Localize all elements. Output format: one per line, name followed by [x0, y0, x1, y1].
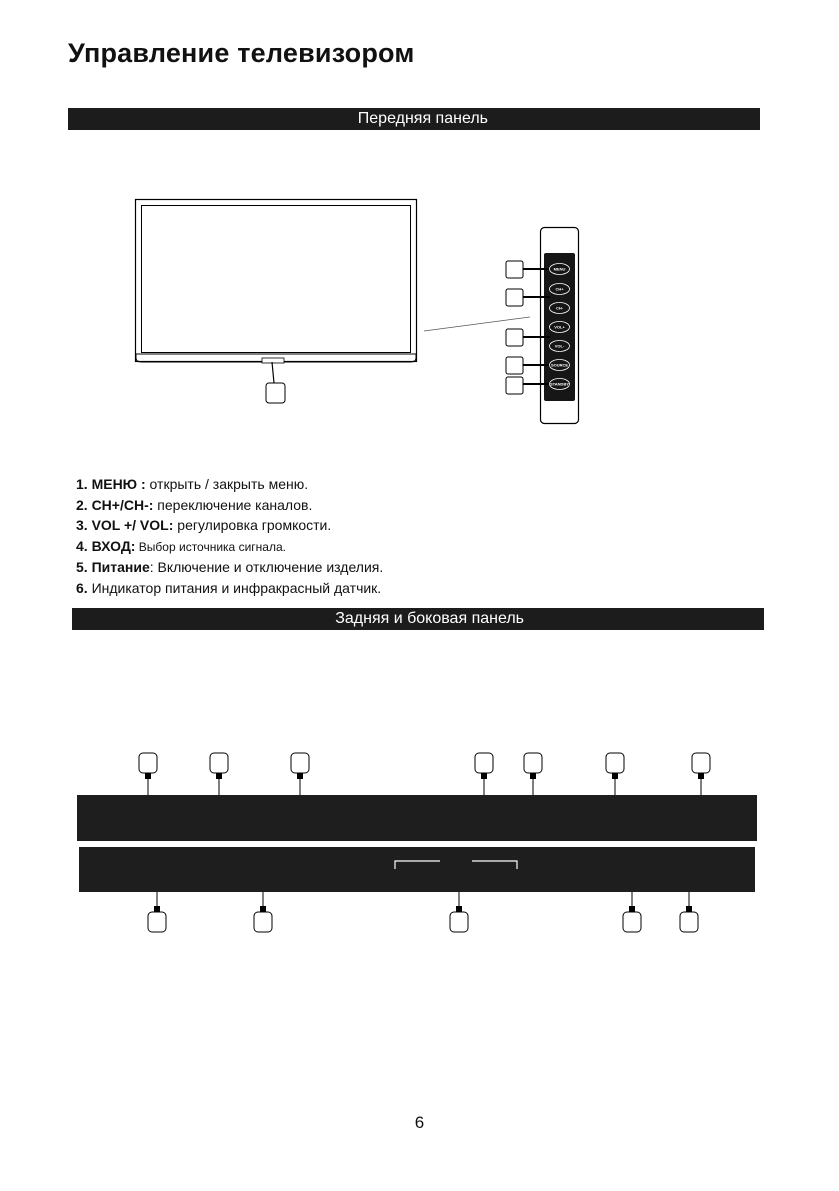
callout-box	[148, 912, 166, 932]
side-button-label: STANDBY	[549, 381, 570, 387]
back-callout-bottom	[450, 892, 468, 932]
list-item: 1. МЕНЮ : открыть / закрыть меню.	[76, 476, 309, 492]
callout-box	[210, 753, 228, 773]
page-title: Управление телевизором	[68, 38, 415, 68]
back-callout-top	[139, 753, 157, 795]
callout-connector	[216, 773, 222, 779]
back-panel-bottom-strip	[79, 847, 755, 892]
back-callout-top	[692, 753, 710, 795]
back-callout-top	[475, 753, 493, 795]
callout-connector	[629, 906, 635, 912]
back-panel-top-strip	[77, 795, 757, 841]
callout-box	[139, 753, 157, 773]
list-item: 4. ВХОД: Выбор источника сигнала.	[76, 537, 286, 554]
list-item: 5. Питание: Включение и отключение изделия.	[76, 559, 384, 575]
callout-box	[692, 753, 710, 773]
callout-connector	[260, 906, 266, 912]
side-button-label: VOL+	[554, 324, 565, 330]
section-header-back-panel-label: Задняя и боковая панель	[335, 610, 524, 627]
side-button-label: CH+	[555, 286, 564, 292]
callout-connector	[612, 773, 618, 779]
back-callout-bottom	[623, 892, 641, 932]
section-header-front-panel-label: Передняя панель	[357, 110, 488, 127]
callout-box	[475, 753, 493, 773]
back-callout-bottom	[148, 892, 166, 932]
callout-box	[450, 912, 468, 932]
callout-connector	[686, 906, 692, 912]
callout-box	[606, 753, 624, 773]
callout-connector	[530, 773, 536, 779]
back-callout-bottom	[680, 892, 698, 932]
back-callout-top	[291, 753, 309, 795]
page-number: 6	[414, 1113, 425, 1132]
callout-box	[254, 912, 272, 932]
side-button-label: MENU	[553, 266, 566, 272]
callout-connector	[154, 906, 160, 912]
callout-box	[291, 753, 309, 773]
back-callout-bottom	[254, 892, 272, 932]
callout-box	[524, 753, 542, 773]
callout-connector	[456, 906, 462, 912]
side-button-label: VOL-	[554, 343, 565, 349]
callout-connector	[481, 773, 487, 779]
side-button-label: CH-	[555, 305, 564, 311]
back-callout-top	[210, 753, 228, 795]
side-button-label: SOURCE	[550, 362, 569, 368]
callout-connector	[145, 773, 151, 779]
list-item: 2. CH+/CH-: переключение каналов.	[76, 496, 313, 513]
back-callout-top	[524, 753, 542, 795]
back-callout-top	[606, 753, 624, 795]
callout-box	[680, 912, 698, 932]
list-item: 3. VOL +/ VOL: регулировка громкости.	[76, 517, 332, 533]
list-item: 6. Индикатор питания и инфракрасный датчик.	[76, 579, 382, 596]
callout-box	[623, 912, 641, 932]
callout-connector	[698, 773, 704, 779]
callout-connector	[297, 773, 303, 779]
